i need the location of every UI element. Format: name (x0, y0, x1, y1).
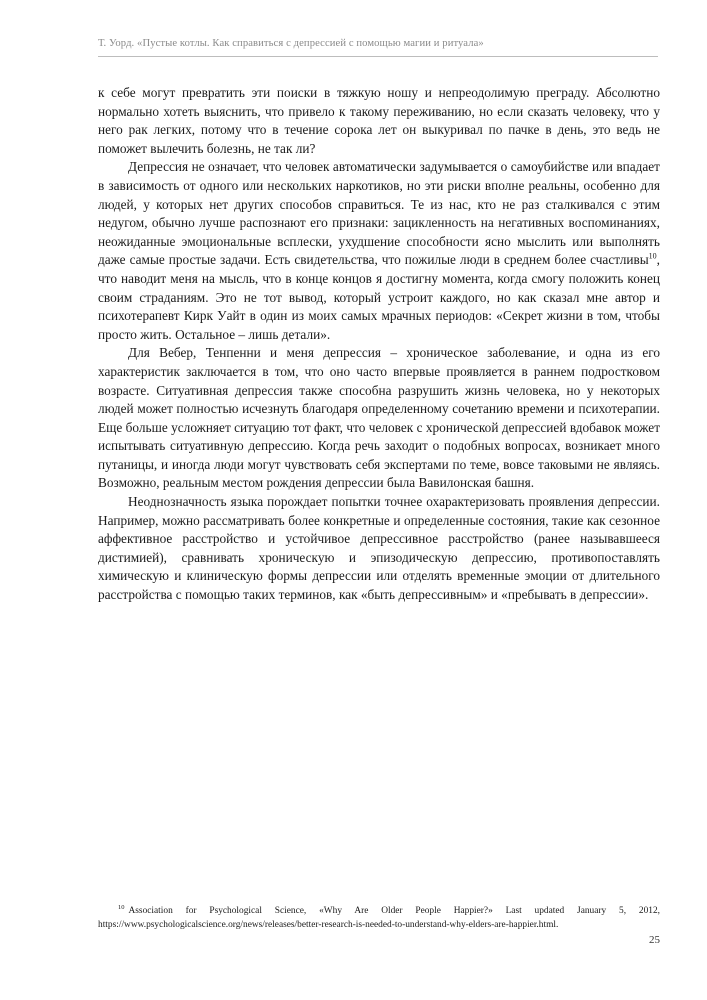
footnote-text: Association for Psychological Science, «Why Are Older People Happier?» Last updated January 5, 2012, https://www.psychologicalscience.org/news/releases/better-research-is-needed-to-understand-why-elders-are-happier.html. (98, 906, 660, 930)
body-text (98, 84, 660, 605)
paragraph-4: Неоднозначность языка порождает попытки точнее охарактеризовать проявления депрессии. Например, можно рассматривать более конкретные и определенные состояния, такие как сезонное аффективное расстройство и устойчивое депрессивное расстройство (ранее называвшееся дистимией), сравнивать хроническую и эпизодическую депрессию, противопоставлять химическую и клиническую формы депрессии или отделять временные эмоции от длительного расстройства с помощью таких терминов, как «быть депрессивным» и «пребывать в депрессии». (98, 494, 660, 603)
paragraph-2-part-1: Депрессия не означает, что человек автоматически задумывается о самоубийстве или впадает в зависимость от одного или нескольких наркотиков, но эти риски вполне реальны, особенно для людей, у которых нет других способов справиться. Те из нас, кто не раз сталкивался с этим недугом, обычно лучше распознают его признаки: зацикленность на негативных воспоминаниях, неожиданные эмоциональные всплески, ухудшение способности ясно мыслить или выполнять даже самые простые задачи. Есть свидетельства, что пожилые люди в среднем более счастливы (98, 159, 660, 268)
footnote-number: 10 (118, 903, 125, 911)
paragraph-2-part-2: , что наводит меня на мысль, что в конце концов я достигну момента, когда смогу положить конец своим страданиям. Это не тот вывод, который устроит каждого, но как сказал мне автор и психотерапевт Кирк Уайт в один из моих самых мрачных периодов: «Секрет жизни в том, чтобы просто жить. Остальное – лишь детали». (98, 252, 660, 342)
paragraph-3: Для Вебер, Тенпенни и меня депрессия – хроническое заболевание, и одна из его характеристик заключается в том, что оно часто впервые проявляется в раннем подростковом возрасте. Ситуативная депрессия также способна разрушить жизнь человека, но у некоторых людей может полностью исчезнуть благодаря определенному сочетанию времени и психотерапии. Еще больше усложняет ситуацию тот факт, что человек с хронической депрессией вдобавок может испытывать ситуативную депрессию. Когда речь заходит о подобных вопросах, возникает много путаницы, и иногда люди могут чувствовать себя экспертами по теме, вовсе таковыми не являясь. Возможно, реальным местом рождения депрессии была Вавилонская башня. (98, 345, 660, 491)
header-rule (98, 56, 658, 57)
footnote (98, 904, 660, 932)
paragraph-1: к себе могут превратить эти поиски в тяжкую ношу и непреодолимую преграду. Абсолютно нормально хотеть выяснить, что привело к такому переживанию, но если сказать человеку, что у него рак легких, потому что в течение сорока лет он выкуривал по пачке в день, это ведь не поможет вылечить болезнь, не так ли? (98, 85, 660, 156)
running-header: Т. Уорд. «Пустые котлы. Как справиться с депрессией с помощью магии и ритуала» (98, 38, 484, 49)
paragraph-2 (98, 158, 660, 344)
page-number: 25 (649, 934, 660, 946)
footnote-reference[interactable]: 10 (648, 251, 657, 261)
